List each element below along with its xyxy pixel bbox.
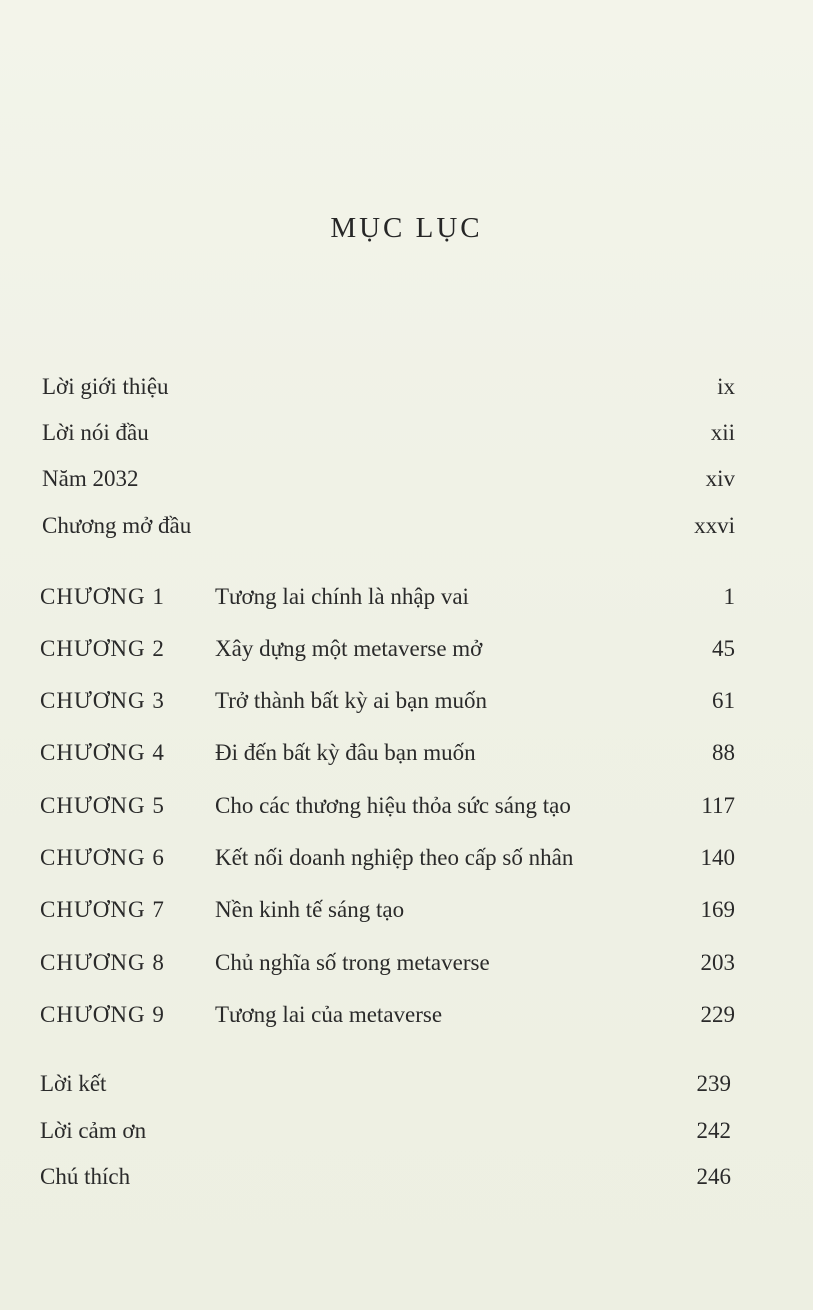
toc-entry-page: xiv (705, 466, 735, 491)
toc-chapter-entry (0, 892, 813, 928)
toc-entry (0, 1113, 813, 1149)
chapter-page: 229 (700, 1002, 735, 1027)
chapter-title: Tương lai của metaverse (215, 1002, 443, 1027)
chapter-page: 140 (700, 845, 735, 870)
chapter-title: Xây dựng một metaverse mở (215, 636, 483, 661)
toc-entry-title: Lời giới thiệu (42, 374, 169, 399)
toc-entry-title: Chương mở đầu (42, 513, 192, 538)
toc-entry-title: Lời nói đầu (42, 420, 149, 445)
toc-entry (0, 1159, 813, 1195)
chapter-page: 169 (700, 897, 735, 922)
toc-chapter-entry (0, 579, 813, 615)
chapter-label: CHƯƠNG 7 (40, 897, 165, 922)
chapter-label: CHƯƠNG 5 (40, 793, 165, 818)
toc-entry-page: 246 (696, 1164, 731, 1189)
toc-entry-title: Lời kết (40, 1071, 107, 1096)
chapter-page: 88 (712, 740, 735, 765)
chapter-page: 117 (701, 793, 735, 818)
chapter-label: CHƯƠNG 6 (40, 845, 165, 870)
toc-entry-page: 242 (696, 1118, 731, 1143)
toc-entry-title: Lời cảm ơn (40, 1118, 147, 1143)
chapter-title: Tương lai chính là nhập vai (215, 584, 469, 609)
chapter-label: CHƯƠNG 3 (40, 688, 165, 713)
chapter-label: CHƯƠNG 9 (40, 1002, 165, 1027)
toc-entry (0, 1066, 813, 1102)
chapter-title: Đi đến bất kỳ đâu bạn muốn (215, 740, 476, 765)
toc-entry (0, 415, 813, 451)
chapter-title: Cho các thương hiệu thỏa sức sáng tạo (215, 793, 571, 818)
toc-entry-page: xii (710, 420, 735, 445)
toc-chapter-entry (0, 631, 813, 667)
chapter-page: 203 (700, 950, 735, 975)
chapter-label: CHƯƠNG 1 (40, 584, 165, 609)
toc-entry-title: Chú thích (40, 1164, 131, 1189)
toc-chapter-entry (0, 788, 813, 824)
toc-entry-page: xxvi (694, 513, 735, 538)
chapter-label: CHƯƠNG 8 (40, 950, 165, 975)
toc-chapter-entry (0, 735, 813, 771)
page-title: MỤC LỤC (330, 212, 483, 244)
toc-entry (0, 508, 813, 544)
toc-chapter-entry (0, 997, 813, 1033)
chapter-label: CHƯƠNG 2 (40, 636, 165, 661)
toc-entry-page: ix (717, 374, 735, 399)
toc-entry (0, 461, 813, 497)
toc-chapter-entry (0, 683, 813, 719)
chapter-title: Trở thành bất kỳ ai bạn muốn (215, 688, 487, 713)
toc-entry (0, 369, 813, 405)
chapter-page: 1 (723, 584, 735, 609)
chapter-title: Kết nối doanh nghiệp theo cấp số nhân (215, 845, 574, 870)
toc-entry-title: Năm 2032 (42, 466, 139, 491)
chapter-title: Chủ nghĩa số trong metaverse (215, 950, 490, 975)
toc-chapter-entry (0, 945, 813, 981)
toc-entry-page: 239 (696, 1071, 731, 1096)
chapter-page: 45 (712, 636, 735, 661)
chapter-page: 61 (712, 688, 735, 713)
chapter-label: CHƯƠNG 4 (40, 740, 165, 765)
toc-chapter-entry (0, 840, 813, 876)
chapter-title: Nền kinh tế sáng tạo (215, 897, 405, 922)
